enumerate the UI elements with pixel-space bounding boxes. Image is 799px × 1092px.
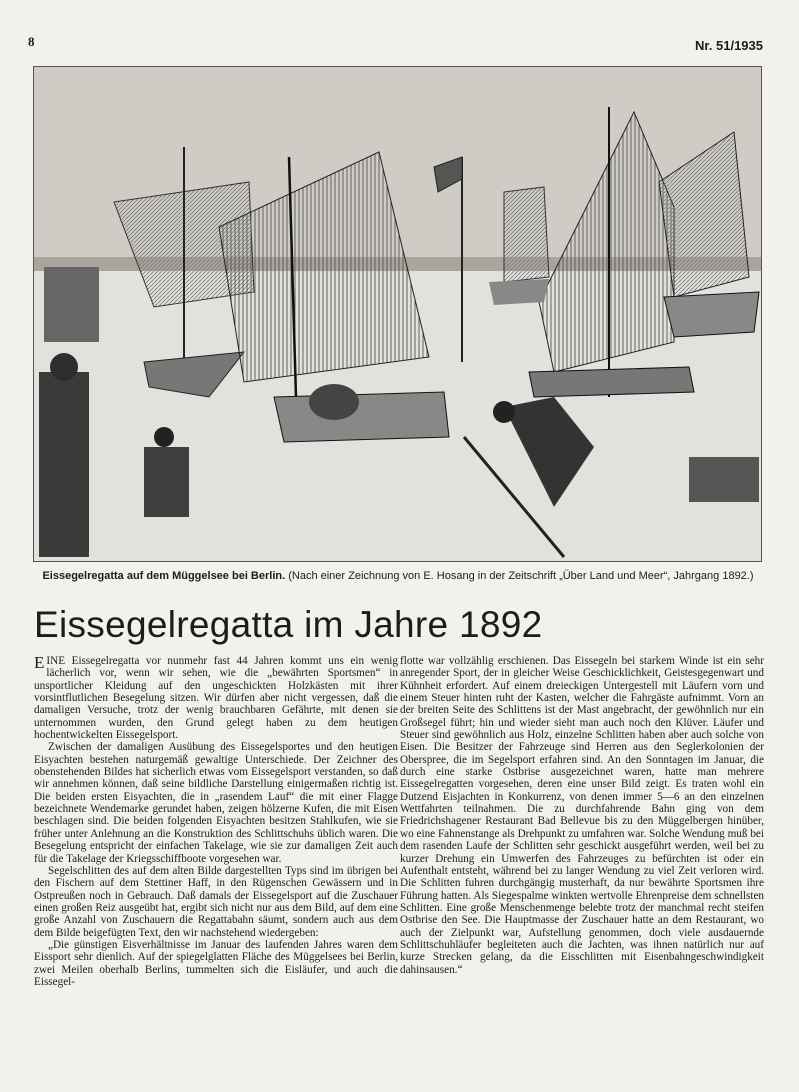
figure-caption — [34, 570, 762, 583]
article-paragraph: EINE Eissegelregatta vor nunmehr fast 44 Jahren kommt uns ein wenig lächerlich vor, wenn wir sehen, wie die „bewährten Sportsmen“ in unsportlicher Kleidung auf den ungeschickten Holzkästen mit ihrer vorsintflutlichen Besegelung sitzen. Wir dürfen aber nicht vergessen, daß die damaligen Versuche, trotz der wenig brauchbaren Gefährte, mit denen sie unternommen wurden, den Grund gelegt haben zu dem heutigen hochentwickelten Eissegelsport. — [34, 653, 398, 742]
article-paragraph: Segelschlitten des auf dem alten Bilde dargestellten Typs sind im übrigen bei den Fischern auf dem Stettiner Haff, in den Rügenschen Gewässern und in Ostpreußen noch in Gebrauch. Daß damals der Eissegelsport auf die Zuschauer einen großen Reiz ausgeübt hat, ergibt sich nicht nur aus dem Bild, auf dem eine große Anzahl von Zuschauern die Regattabahn säumt, sondern auch aus dem dem Bilde beigefügten Text, den wir nachstehend wiedergeben: — [34, 864, 398, 939]
drop-cap: E — [34, 653, 45, 672]
article-column-left — [34, 655, 398, 988]
article-paragraph: flotte war vollzählig erschienen. Das Eissegeln bei starkem Winde ist ein sehr anregender Sport, der in gleicher Weise Geschicklichkeit, Geistesgegenwart und Kühnheit erfordert. Auf einem dreieckigen Untergestell mit Läufern vorn und einem Steuer hinten ruht der Kasten, welcher die Fahrgäste aufnimmt. Vorn an der breiten Seite des Schlittens ist der Mast angebracht, der gewöhnlich nur ein Großsegel führt; hin und wieder sieht man auch noch den Klüver. Läufer und Steuer sind gewöhnlich aus Holz, einzelne Schlitten haben aber auch solche von Eisen. Die Besitzer der Fahrzeuge sind Herren aus den Seglerkolonien der Oberspree, die im Segelsport erfahren sind. An den Sonntagen im Januar, die durch eine starke Ostbrise ausgezeichnet waren, hatte man mehrere Eissegelregatten vorgesehen, deren eine unser Bild zeigt. Es traten wohl ein Dutzend Eisjachten in Konkurrenz, von denen immer 5—6 an den einzelnen Wettfahrten teilnahmen. Die zu durchfahrende Bahn ging von dem Friedrichshagener Restaurant Bad Bellevue bis zu den Müggelbergen hinüber, wo eine Fahnenstange als Drehpunkt zu umfahren war. Solche Wendung muß bei dem rasenden Laufe der Schlitten sehr geschickt ausgeführt werden, weil bei zu kurzer Drehung ein Umwerfen des Fahrzeuges zu befürchten ist oder ein Aufenthalt entsteht, während bei zu langer Wendung zu viel Zeit verloren wird. Die Schlitten fuhren durchgängig musterhaft, da nur bewährte Sportsmen ihre Führung hatten. Als Siegespalme winkten wertvolle Ehrenpreise dem schnellsten Schlitten. Eine große Menschenmenge belebte trotz der manchmal recht steifen Ostbrise den See. Die Hauptmasse der Zuschauer hatte an dem Restaurant, wo auch der Zielpunkt war, Aufstellung genommen, doch viele ausdauernde Schlittschuhläufer begleiteten auch die Jachten, was ihnen natürlich nur auf kurze Strecken gelang, da die Eisschlitten mit Eisenbahngeschwindigkeit dahinsausen.“ — [400, 655, 764, 976]
article-column-right — [400, 655, 764, 976]
issue-number: Nr. 51/1935 — [695, 38, 763, 53]
caption-title: Eissegelregatta auf dem Müggelsee bei Berlin. — [42, 570, 286, 582]
page-number: 8 — [28, 34, 35, 49]
illustration-drawing — [34, 67, 761, 561]
article-paragraph: „Die günstigen Eisverhältnisse im Januar des laufenden Jahres waren dem Eissport sehr dienlich. Auf der spiegelglatten Fläche des Müggelsees bei Berlin, zwei Meilen oberhalb Berlins, tummelten sich die Eisläufer, und auch die Eissegel- — [34, 938, 398, 988]
caption-credit: (Nach einer Zeichnung von E. Hosang in der Zeitschrift „Über Land und Meer“, Jahrgang 1892.) — [288, 570, 754, 582]
article-headline: Eissegelregatta im Jahre 1892 — [34, 604, 543, 645]
ice-sailing-illustration — [33, 66, 762, 562]
article-paragraph: Zwischen der damaligen Ausübung des Eissegelsportes und den heutigen Eisyachten bestehen naturgemäß gewaltige Unterschiede. Der Zeichner des obenstehenden Bildes hat sicherlich etwas vom Eissegelsport verstanden, so daß wir annehmen können, daß seine bildliche Darstellung einigermaßen richtig ist. Die beiden ersten Eisyachten, die in „rasendem Lauf“ die mit einer Flagge bezeichnete Wendemarke gerundet haben, zeigen hölzerne Kufen, die mit Eisen beschlagen sind. Die beiden folgenden Eisyachten besitzen Stahlkufen, wie sie früher unter Anlehnung an die Konstruktion des Schlittschuhs üblich waren. Die Besegelung entspricht der einfachen Takelage, wie sie zur damaligen Zeit auch für die Takelage der Kriegsschiffboote vorgesehen war. — [34, 741, 398, 865]
